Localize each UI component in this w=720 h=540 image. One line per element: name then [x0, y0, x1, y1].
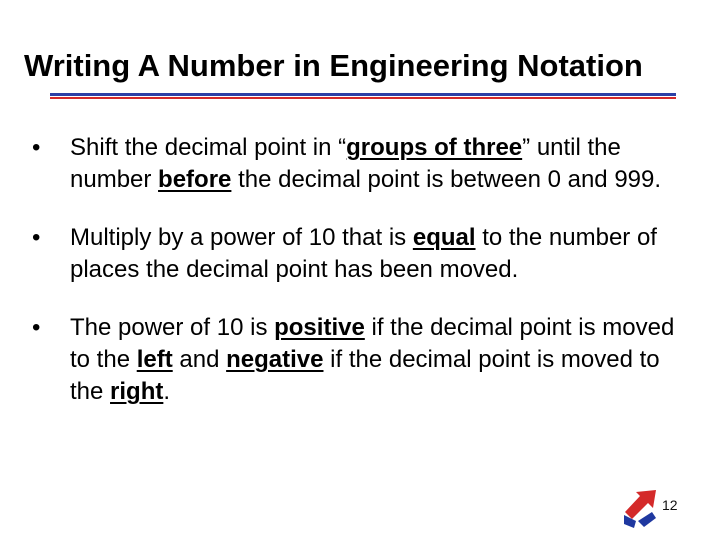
bullet-text-run: if the decimal point is moved to the: [70, 346, 660, 405]
bullet-text-run: The power of 10 is: [70, 314, 275, 341]
bullet-item-shift-decimal: [32, 132, 692, 196]
title-underline: [50, 93, 676, 100]
emphasized-term: negative: [226, 346, 324, 373]
bullet-marker: •: [32, 314, 41, 341]
page-number: 12: [662, 497, 678, 513]
bullet-text-run: to the number of places the decimal point has been moved.: [70, 224, 657, 283]
bullet-item-power-sign: [32, 312, 692, 408]
title-underline-red: [50, 97, 676, 99]
bullet-text-run: Shift the decimal point in “: [70, 134, 347, 161]
bullet-list: [32, 132, 692, 408]
emphasized-term: left: [136, 346, 173, 373]
bullet-text-run: the decimal point is between 0 and 999.: [231, 166, 662, 193]
bullet-text-run: .: [163, 378, 171, 405]
emphasized-term: groups of three: [346, 134, 523, 161]
bullet-text: [70, 314, 674, 405]
emphasized-term: equal: [412, 224, 476, 251]
bullet-text: [70, 134, 661, 193]
bullet-marker: •: [32, 134, 41, 161]
bullet-text-run: if the decimal point is moved to the: [70, 314, 675, 373]
bullet-text-run: Multiply by a power of 10 that is: [70, 224, 413, 251]
arrow-logo-icon: [622, 488, 662, 530]
slide-title: Writing A Number in Engineering Notation: [24, 48, 643, 83]
emphasized-term: positive: [274, 314, 365, 341]
emphasized-term: right: [110, 378, 164, 405]
bullet-text-run: ” until the number: [70, 134, 621, 193]
title-underline-blue: [50, 93, 676, 96]
bullet-item-multiply-power: [32, 222, 692, 286]
emphasized-term: before: [158, 166, 232, 193]
bullet-marker: •: [32, 224, 41, 251]
bullet-text-run: and: [172, 346, 227, 373]
logo-blue-wing: [638, 512, 656, 527]
bullet-text: [70, 224, 657, 283]
